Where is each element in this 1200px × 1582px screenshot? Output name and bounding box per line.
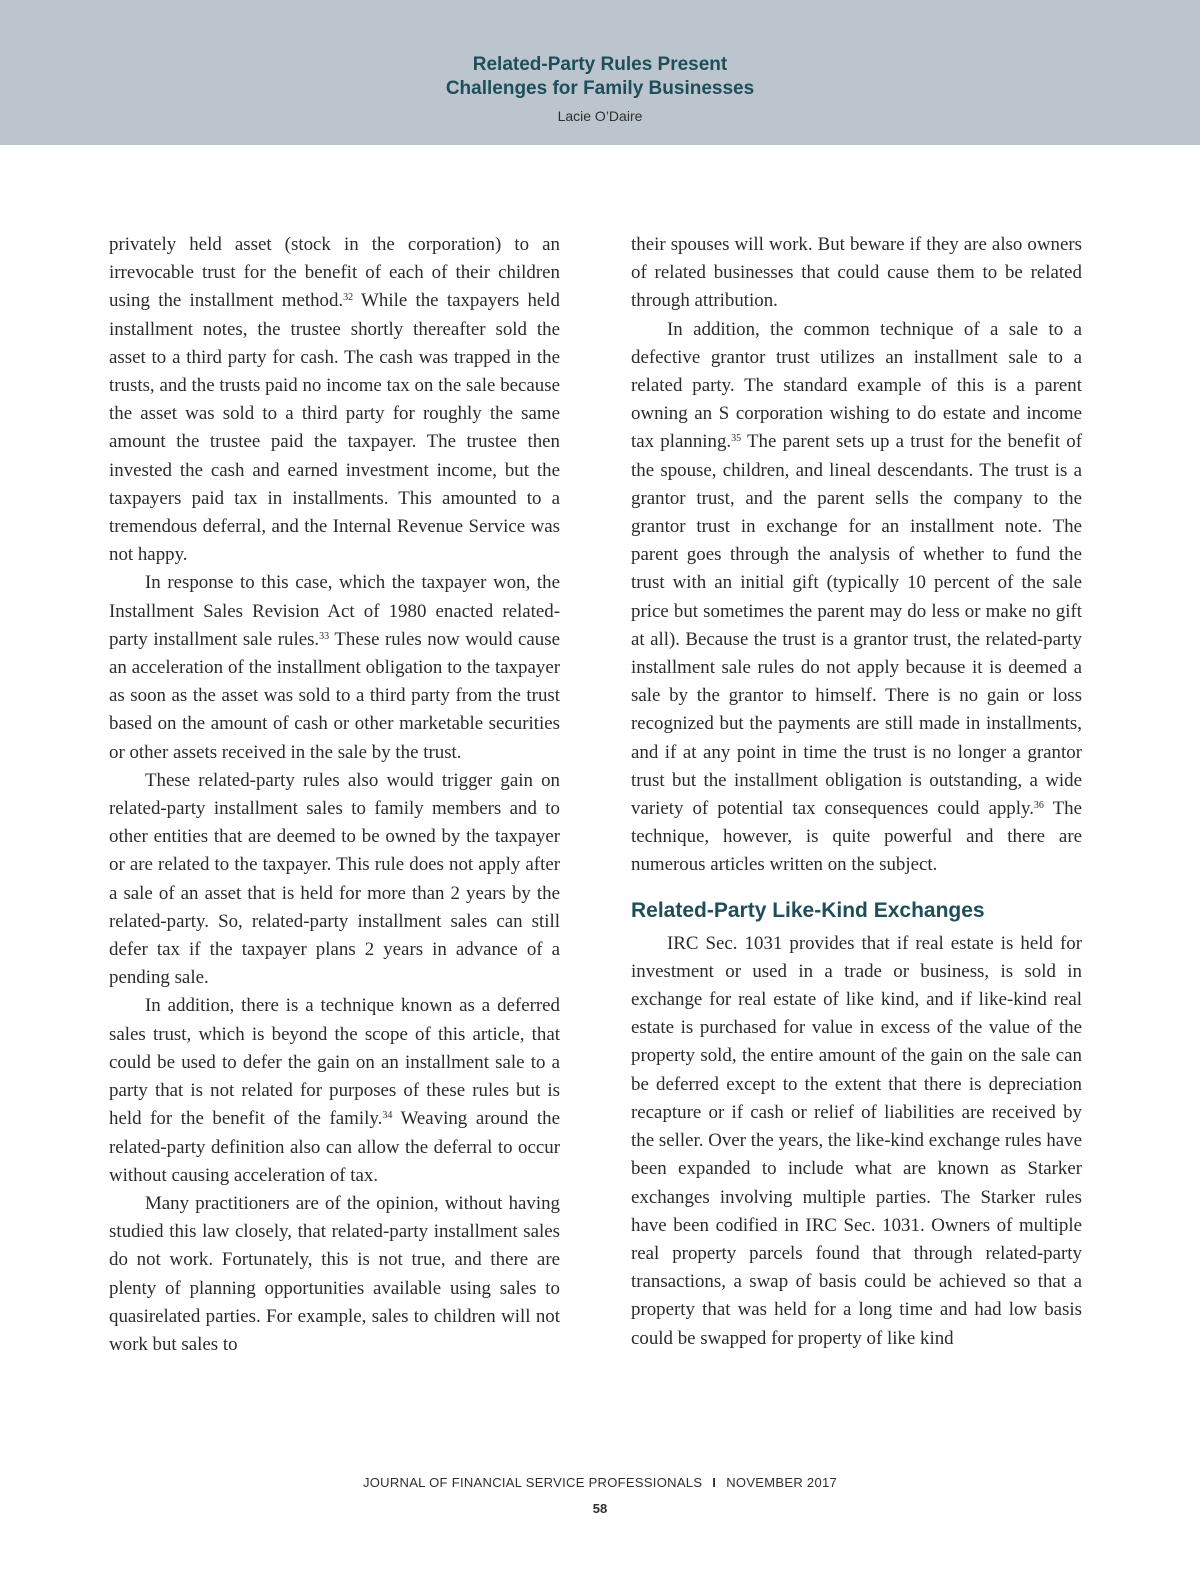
left-column [109,231,560,1359]
footnote-ref: 35 [731,433,742,445]
footnote-ref: 32 [343,292,354,304]
right-column [631,231,1082,1353]
page-header [0,0,1200,145]
paragraph-text: The technique, however, is quite powerful and there are numerous articles written on the subject. [631,798,1082,876]
paragraph-text: In response to this case, which the taxpayer won, the Installment Sales Revision Act of 1980 enacted related-party installment sale rules. [109,572,560,650]
paragraph-text: In addition, the common technique of a sale to a defective grantor trust utilizes an installment sale to a related party. The standard example of this is a parent owning an S corporation wishing to do estate and income tax planning. [631,318,1082,453]
paragraph [631,316,1082,880]
paragraph: Many practitioners are of the opinion, without having studied this law closely, that related-party installment sales do not work. Fortunately, this is not true, and there are plenty of planning opportunities available using sales to quasirelated parties. For example, sales to children will not work but sales to [109,1192,560,1355]
footer-separator: I [712,1475,717,1490]
paragraph [109,992,560,1189]
page-number: 58 [592,1501,608,1516]
paragraph-text: While the taxpayers held installment notes, the trustee shortly thereafter sold the asset to a third party for cash. The cash was trapped in the trusts, and the trusts paid no income tax on the sale because the asset was sold to a third party for roughly the same amount the trustee paid the taxpayer. The trustee then invested the cash and earned investment income, but the taxpayers paid tax in installments. This amounted to a tremendous deferral, and the Internal Revenue Service was not happy. [109,290,560,566]
journal-name: JOURNAL OF FINANCIAL SERVICE PROFESSIONALS [362,1475,703,1490]
article-title-line-1: Related-Party Rules Present [472,54,728,75]
article-title-line-2: Challenges for Family Businesses [445,78,755,99]
footnote-ref: 33 [319,630,330,642]
paragraph-text: In addition, there is a technique known as a deferred sales trust, which is beyond the scope of this article, that could be used to defer the gain on an installment sale to a party that is not related for purposes of these rules but is held for the benefit of the family. [109,995,560,1130]
footnote-ref: 36 [1033,800,1044,812]
paragraph [109,231,560,569]
paragraph: These related-party rules also would trigger gain on related-party installment sales to family members and to other entities that are deemed to be owned by the taxpayer or are related to the taxpayer. This rule does not apply after a sale of an asset that is held for more than 2 years by the related-party. So, related-party installment sales can still defer tax if the taxpayer plans 2 years in advance of a pending sale. [109,769,560,989]
paragraph [109,569,560,766]
section-heading: Related-Party Like-Kind Exchanges [631,898,985,922]
paragraph-text: These rules now would cause an acceleration of the installment obligation to the taxpayer as soon as the asset was sold to a third party from the trust based on the amount of cash or other marketable securities or other assets received in the sale by the trust. [109,628,560,763]
paragraph: IRC Sec. 1031 provides that if real estate is held for investment or used in a trade or business, is sold in exchange for real estate of like kind, and if like-kind real estate is purchased for value in excess of the value of the property sold, the entire amount of the gain on the sale can be deferred except to the extent that there is depreciation recapture or if cash or relief of liabilities are received by the seller. Over the years, the like-kind exchange rules have been expanded to include what are known as Starker exchanges involving multiple parties. The Starker rules have been codified in IRC Sec. 1031. Owners of multiple real property parcels found that through related-party transactions, a swap of basis could be achieved so that a property that was held for a long time and had low basis could be swapped for property of like kind [631,932,1082,1349]
article-author: Lacie O’Daire [557,108,643,124]
paragraph: their spouses will work. But beware if they are also owners of related businesses that could cause them to be related through attribution. [631,234,1082,312]
paragraph-text: Weaving around the related-party definition also can allow the deferral to occur without causing acceleration of tax. [109,1108,560,1186]
footnote-ref: 34 [382,1110,393,1122]
issue-date: NOVEMBER 2017 [726,1475,838,1490]
paragraph-text: privately held asset (stock in the corporation) to an irrevocable trust for the benefit of each of their children using the installment method. [109,234,560,312]
page-footer [0,1475,1200,1490]
paragraph-text: The parent sets up a trust for the benefit of the spouse, children, and lineal descendants. The trust is a grantor trust, and the parent sells the company to the grantor trust in exchange for an installment note. The parent goes through the analysis of whether to fund the trust with an initial gift (typically 10 percent of the sale price but sometimes the parent may do less or make no gift at all). Because the trust is a grantor trust, the related-party installment sale rules do not apply because it is deemed a sale by the grantor to himself. There is no gain or loss recognized but the payments are still made in installments, and if at any point in time the trust is no longer a grantor trust but the installment obligation is outstanding, a wide variety of potential tax consequences could apply. [631,431,1082,820]
